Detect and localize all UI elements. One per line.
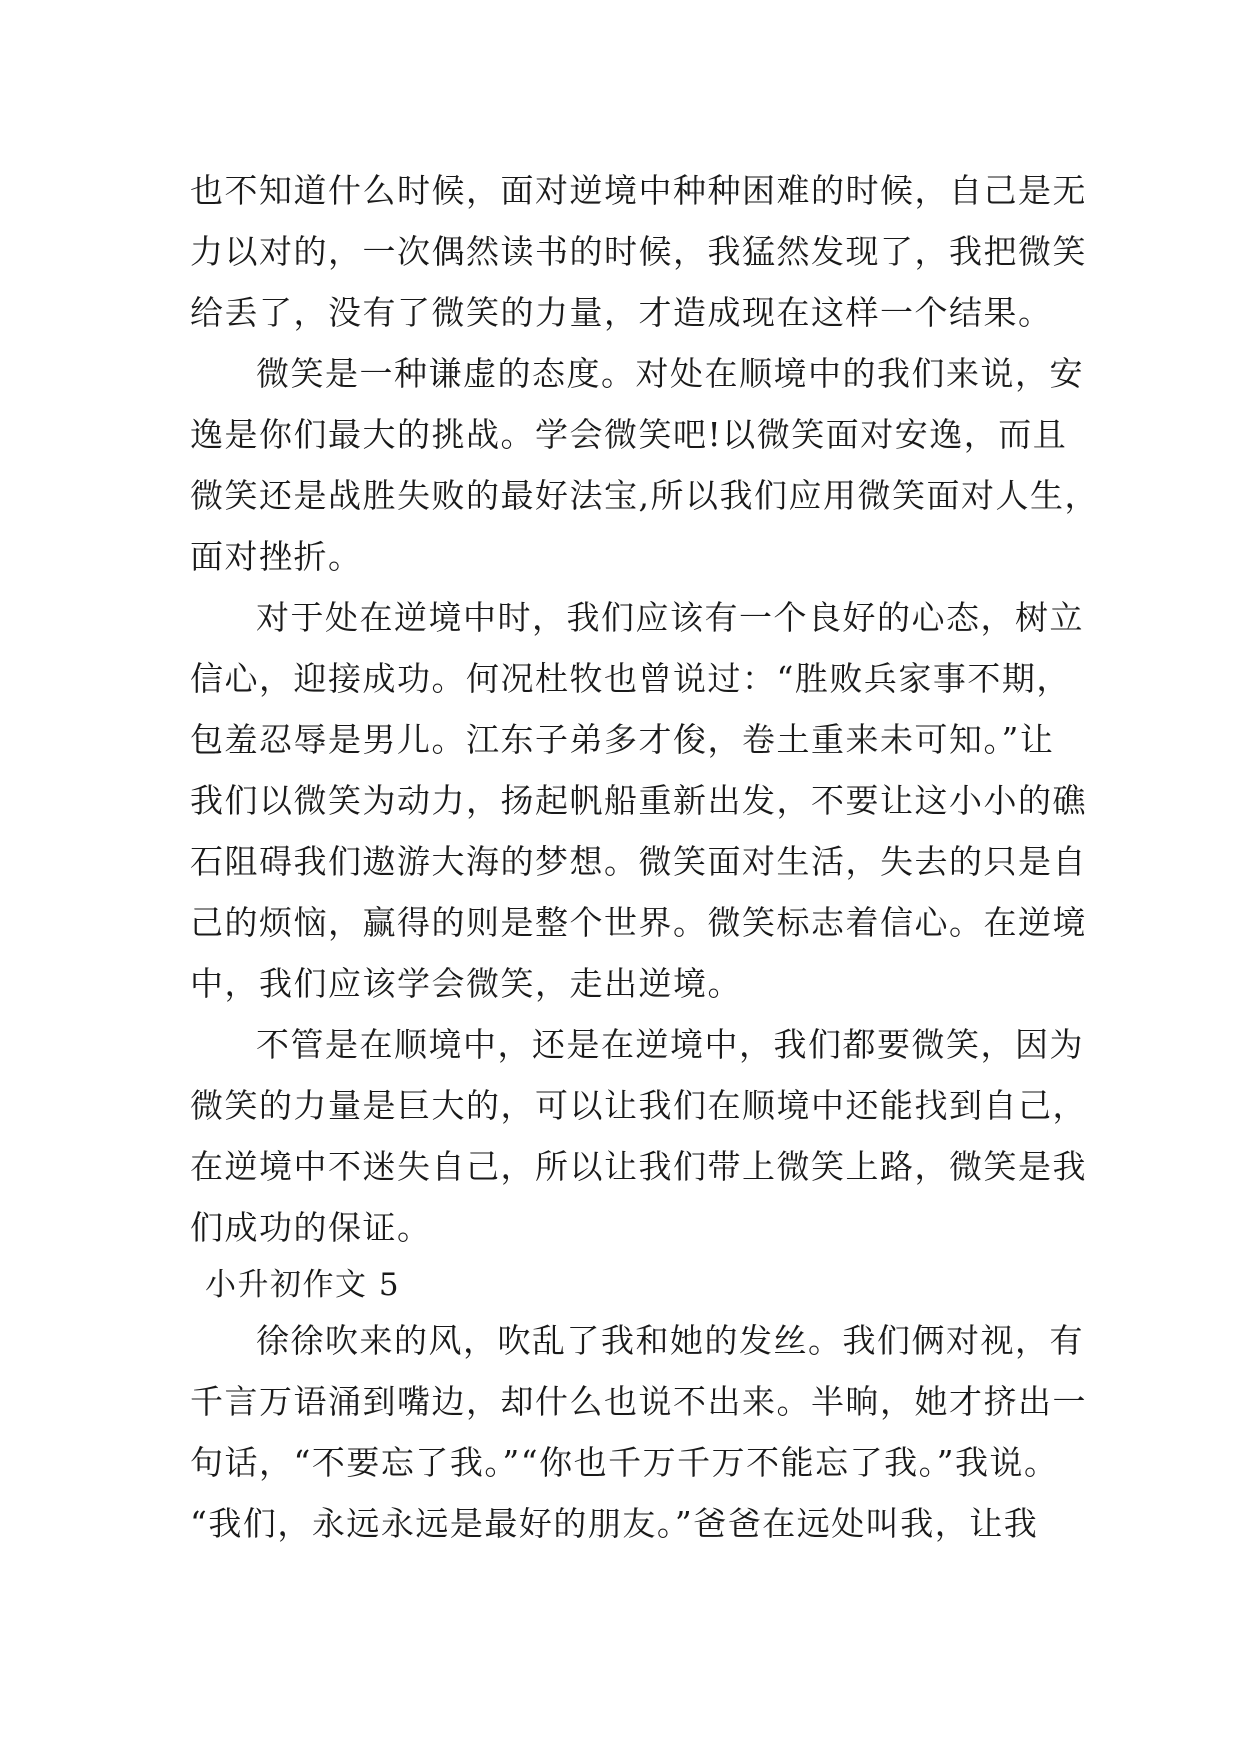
text-line: 己的烦恼，赢得的则是整个世界。微笑标志着信心。在逆境 bbox=[190, 903, 1087, 942]
text-line: 们成功的保证。 bbox=[190, 1208, 432, 1247]
text-line: 我们以微笑为动力，扬起帆船重新出发，不要让这小小的礁 bbox=[190, 781, 1087, 820]
text-line: 逸是你们最大的挑战。学会微笑吧!以微笑面对安逸，而且 bbox=[190, 415, 1068, 454]
text-line: 面对挫折。 bbox=[190, 537, 363, 576]
text-line: 也不知道什么时候，面对逆境中种种困难的时候，自己是无 bbox=[190, 171, 1087, 210]
text-line: 中，我们应该学会微笑，走出逆境。 bbox=[190, 964, 742, 1003]
text-line: 石阻碍我们遨游大海的梦想。微笑面对生活，失去的只是自 bbox=[190, 842, 1087, 881]
paragraph-start-line: 微笑是一种谦虚的态度。对处在顺境中的我们来说，安 bbox=[256, 354, 1084, 393]
text-line: 句话，“不要忘了我。”“你也千万千万不能忘了我。”我说。 bbox=[190, 1443, 1059, 1482]
section-heading: 小升初作文 5 bbox=[205, 1267, 401, 1303]
text-line: 微笑还是战胜失败的最好法宝,所以我们应用微笑面对人生， bbox=[190, 476, 1099, 515]
text-line: 包羞忍辱是男儿。江东子弟多才俊，卷土重来未可知。”让 bbox=[190, 720, 1055, 759]
essay-section-2 bbox=[190, 1310, 1087, 1554]
paragraph-start-line: 不管是在顺境中，还是在逆境中，我们都要微笑，因为 bbox=[256, 1025, 1084, 1064]
text-line: “我们，永远永远是最好的朋友。”爸爸在远处叫我，让我 bbox=[190, 1504, 1039, 1543]
text-line: 信心，迎接成功。何况杜牧也曾说过：“胜败兵家事不期， bbox=[190, 659, 1071, 698]
paragraph-start-line: 徐徐吹来的风，吹乱了我和她的发丝。我们俩对视，有 bbox=[256, 1321, 1084, 1360]
text-line: 千言万语涌到嘴边，却什么也说不出来。半晌，她才挤出一 bbox=[190, 1382, 1087, 1421]
essay-section-1 bbox=[190, 160, 1099, 1258]
text-line: 微笑的力量是巨大的，可以让我们在顺境中还能找到自己， bbox=[190, 1086, 1087, 1125]
paragraph-start-line: 对于处在逆境中时，我们应该有一个良好的心态，树立 bbox=[256, 598, 1084, 637]
text-line: 在逆境中不迷失自己，所以让我们带上微笑上路，微笑是我 bbox=[190, 1147, 1087, 1186]
text-line: 力以对的，一次偶然读书的时候，我猛然发现了，我把微笑 bbox=[190, 232, 1087, 271]
text-line: 给丢了，没有了微笑的力量，才造成现在这样一个结果。 bbox=[190, 293, 1053, 332]
